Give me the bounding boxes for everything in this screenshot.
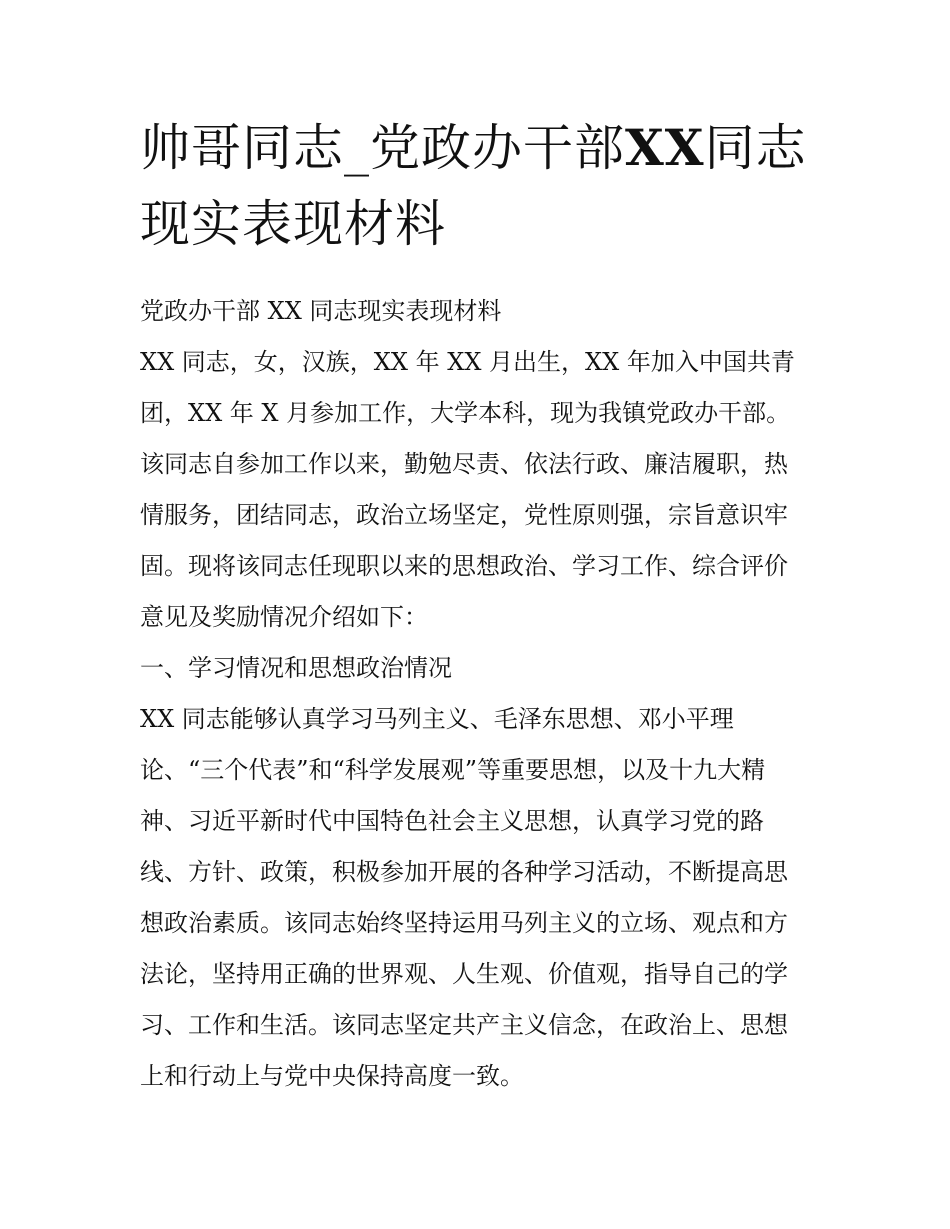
body-line: XX 同志能够认真学习马列主义、毛泽东思想、邓小平理 — [140, 705, 734, 733]
body-line: 神、习近平新时代中国特色社会主义思想，认真学习党的路 — [140, 807, 764, 835]
title-line-2: 现实表现材料 — [140, 195, 446, 253]
document-body — [140, 286, 820, 1102]
body-line: 法论，坚持用正确的世界观、人生观、价值观，指导自己的学 — [140, 960, 788, 988]
body-line: 上和行动上与党中央保持高度一致。 — [140, 1062, 524, 1090]
body-line: XX 同志，女，汉族，XX 年 XX 月出生，XX 年加入中国共青 — [140, 348, 795, 376]
document-title — [140, 110, 820, 262]
body-line: 想政治素质。该同志始终坚持运用马列主义的立场、观点和方 — [140, 909, 788, 937]
title-part-2: 同志 — [704, 119, 807, 177]
body-line: 习、工作和生活。该同志坚定共产主义信念，在政治上、思想 — [140, 1011, 788, 1039]
body-line: 意见及奖励情况介绍如下： — [140, 603, 428, 631]
document-page — [140, 110, 820, 1102]
body-line: 团，XX 年 X 月参加工作，大学本科，现为我镇党政办干部。 — [140, 399, 791, 427]
section-heading: 一、学习情况和思想政治情况 — [140, 654, 452, 682]
body-line: 固。现将该同志任现职以来的思想政治、学习工作、综合评价 — [140, 552, 788, 580]
body-line: 线、方针、政策，积极参加开展的各种学习活动，不断提高思 — [140, 858, 788, 886]
body-line: 党政办干部 XX 同志现实表现材料 — [140, 297, 502, 325]
body-line: 情服务，团结同志，政治立场坚定，党性原则强，宗旨意识牢 — [140, 501, 788, 529]
title-part-1: 帅哥同志_党政办干部 — [140, 119, 625, 177]
title-bold-xx: XX — [625, 118, 705, 177]
body-line: 该同志自参加工作以来，勤勉尽责、依法行政、廉洁履职，热 — [140, 450, 788, 478]
body-line: 论、“三个代表”和“科学发展观”等重要思想，以及十九大精 — [140, 756, 766, 784]
